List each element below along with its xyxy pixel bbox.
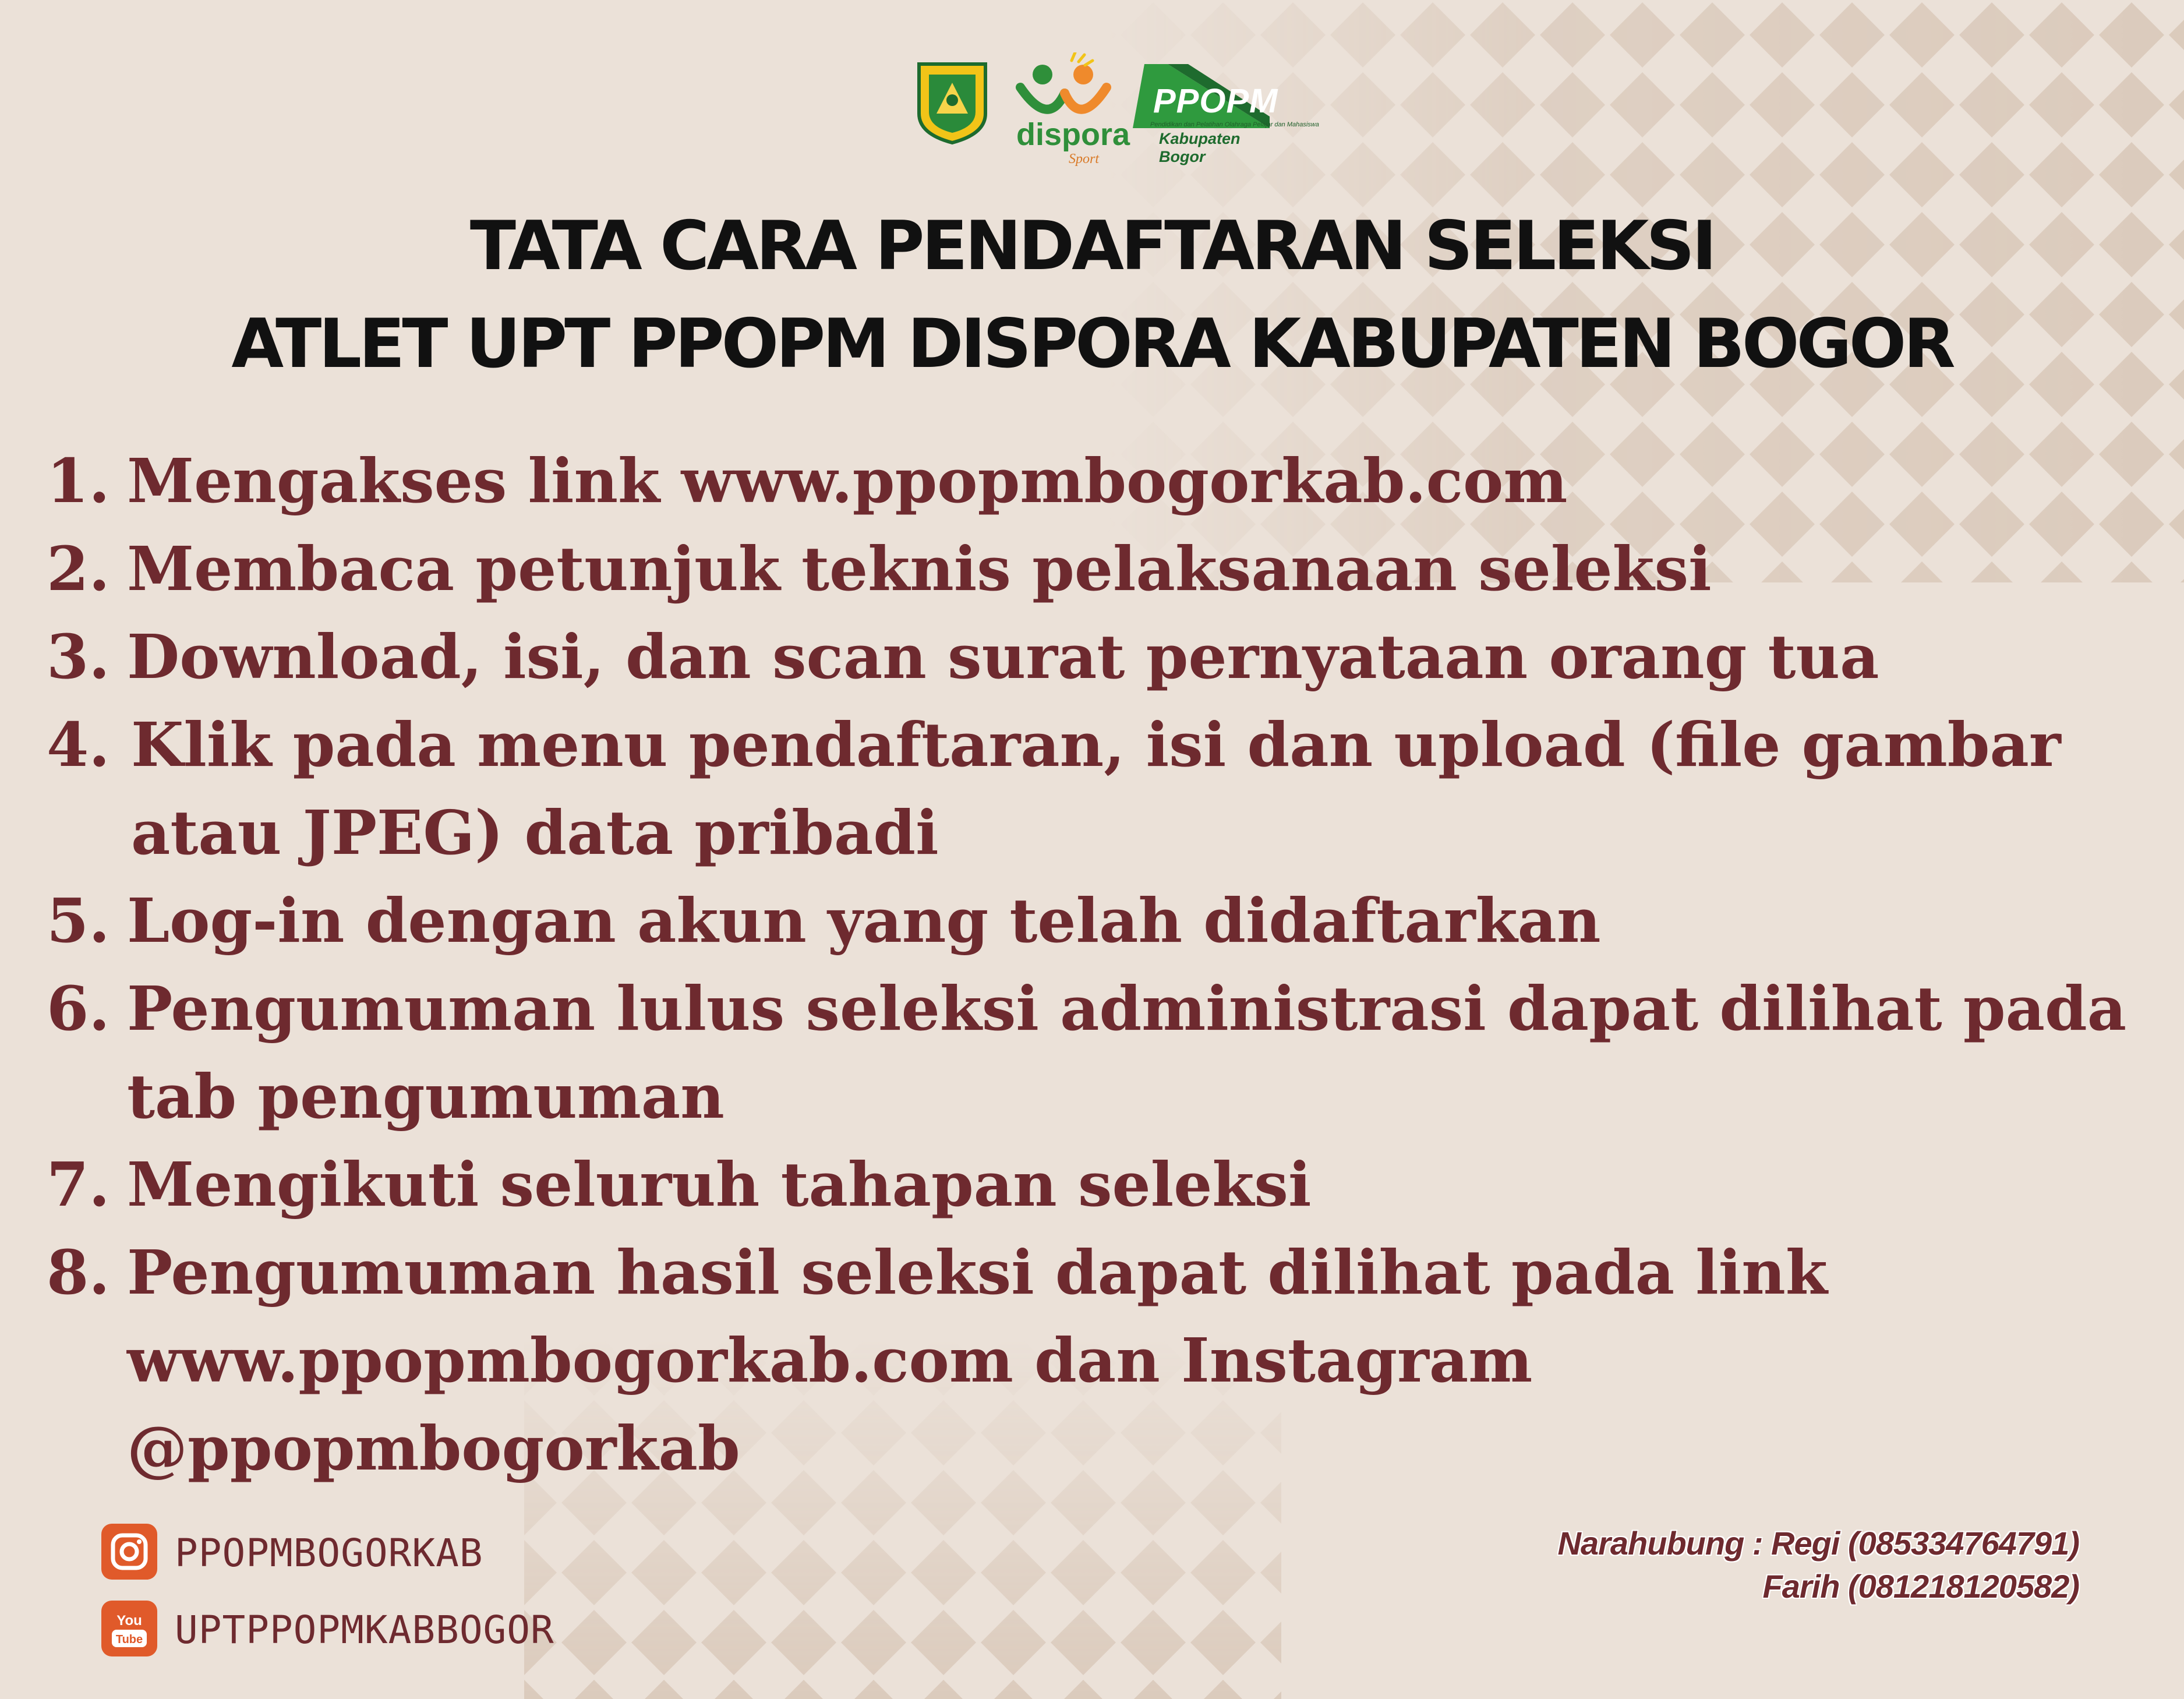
step-text: Download, isi, dan scan surat pernyataan orang tua bbox=[127, 621, 1879, 693]
step-item bbox=[47, 1140, 2155, 1228]
step-item bbox=[47, 613, 2155, 701]
instagram-label: PPOPMBOGORKAB bbox=[175, 1531, 483, 1576]
dispora-label: dispora bbox=[1016, 117, 1130, 152]
youtube-icon-text-2: Tube bbox=[115, 1633, 143, 1646]
kabupaten-bogor-emblem bbox=[914, 58, 990, 146]
ppopm-description: Pendidikan dan Pelatihan Olahraga Pelajar dan Mahasiswa bbox=[1150, 121, 1319, 128]
dispora-tagline: Sport bbox=[1069, 151, 1100, 167]
youtube-label: UPTPPOPMKABBOGOR bbox=[175, 1608, 554, 1652]
youtube-icon bbox=[101, 1601, 157, 1656]
instagram-icon bbox=[101, 1524, 157, 1580]
step-item bbox=[47, 877, 2155, 965]
youtube-icon-text-1: You bbox=[116, 1613, 142, 1629]
step-number: 7. bbox=[47, 1149, 110, 1220]
header-logos bbox=[914, 52, 1319, 175]
step-item bbox=[47, 525, 2155, 613]
step-item bbox=[47, 1228, 2155, 1492]
step-number: 1. bbox=[47, 445, 110, 517]
step-number: 8. bbox=[47, 1237, 110, 1308]
step-text: Mengakses link www.ppopmbogorkab.com bbox=[127, 445, 1568, 517]
contact-person-2: Farih (081218120582) bbox=[1762, 1568, 2079, 1605]
page-title-line-1: TATA CARA PENDAFTARAN SELEKSI bbox=[469, 207, 1715, 285]
step-number: 4. bbox=[47, 709, 110, 780]
page-title-line-2: ATLET UPT PPOPM DISPORA KABUPATEN BOGOR bbox=[231, 305, 1953, 383]
step-text: Log-in dengan akun yang telah didaftarkan bbox=[127, 885, 1601, 956]
step-number: 6. bbox=[47, 973, 110, 1044]
step-item bbox=[47, 965, 2155, 1140]
step-text: Pengumuman hasil seleksi dapat dilihat pada link www.ppopmbogorkab.com dan Instagram @ppopmbogorkab bbox=[127, 1237, 1828, 1484]
step-number: 2. bbox=[47, 533, 110, 605]
ppopm-label: PPOPM bbox=[1153, 82, 1278, 120]
step-number: 3. bbox=[47, 621, 110, 693]
step-number: 5. bbox=[47, 885, 110, 956]
ppopm-region: Kabupaten Bogor bbox=[1159, 130, 1241, 165]
step-item bbox=[47, 701, 2155, 877]
step-text: Mengikuti seluruh tahapan seleksi bbox=[127, 1149, 1312, 1220]
registration-steps-list bbox=[47, 437, 2155, 1492]
step-text: Membaca petunjuk teknis pelaksanaan seleksi bbox=[127, 533, 1712, 605]
contact-person-1: Narahubung : Regi (085334764791) bbox=[1557, 1525, 2079, 1562]
step-text: Pengumuman lulus seleksi administrasi dapat dilihat pada tab pengumuman bbox=[127, 973, 2127, 1132]
step-text: Klik pada menu pendaftaran, isi dan upload (file gambar atau JPEG) data pribadi bbox=[131, 709, 2061, 868]
step-item bbox=[47, 437, 2155, 525]
